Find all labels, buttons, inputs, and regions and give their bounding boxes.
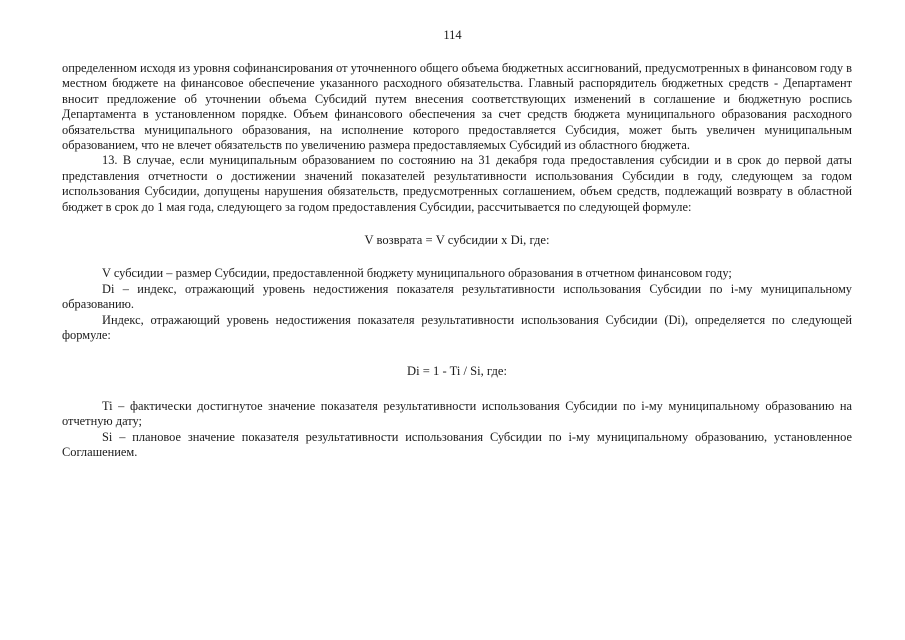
- paragraph-continuation: определенном исходя из уровня софинансирования от уточненного общего объема бюджетных ассигнований, предусмотренных в финансовом году в местном бюджете на финансовое обеспечение указанного расходного обязательства. Главный распорядитель бюджетных средств - Департамент вносит предложение об уточнении объема Субсидий путем внесения соответствующих изменений в соглашение и бюджетную роспись Департамента в установленном порядке. Объем финансового обеспечения за счет средств бюджета муниципального образования расходного обязательства муниципального образования, на исполнение которого предоставляется Субсидия, может быть увеличен муниципальным образованием, что не влечет обязательств по увеличению размера предоставляемых Субсидий из областного бюджета.: [62, 61, 852, 153]
- definition-v-subsidy: V субсидии – размер Субсидии, предоставленной бюджету муниципального образования в отчетном финансовом году;: [102, 266, 732, 281]
- page-number: 114: [443, 28, 462, 42]
- formula-index-di: Di = 1 - Ti / Si, где:: [407, 363, 507, 378]
- definition-si: Si – плановое значение показателя результативности использования Субсидии по i-му муниципальному образованию, установленное Соглашением.: [62, 429, 852, 460]
- document-body: [62, 61, 852, 461]
- formula-refund-volume: V возврата = V субсидии x Di, где:: [364, 233, 550, 248]
- paragraph-item-13: 13. В случае, если муниципальным образованием по состоянию на 31 декабря года предоставления субсидии и в срок до первой даты представления отчетности о достижении значений показателей результативности использования Субсидии в году, следующем за годом использования Субсидии, допущены нарушения обязательств, предусмотренных соглашением, объем средств, подлежащий возврату в областной бюджет в срок до 1 мая года, следующего за годом предоставления Субсидии, рассчитывается по следующей формуле:: [62, 153, 852, 214]
- paragraph-index-description: Индекс, отражающий уровень недостижения показателя результативности использования Субсидии (Di), определяется по следующей формуле:: [62, 312, 852, 343]
- definition-ti: Ti – фактически достигнутое значение показателя результативности использования Субсидии по i-му муниципальному образованию на отчетную дату;: [62, 398, 852, 429]
- definition-di: Di – индекс, отражающий уровень недостижения показателя результативности использования Субсидии по i-му муниципальному образованию.: [62, 281, 852, 312]
